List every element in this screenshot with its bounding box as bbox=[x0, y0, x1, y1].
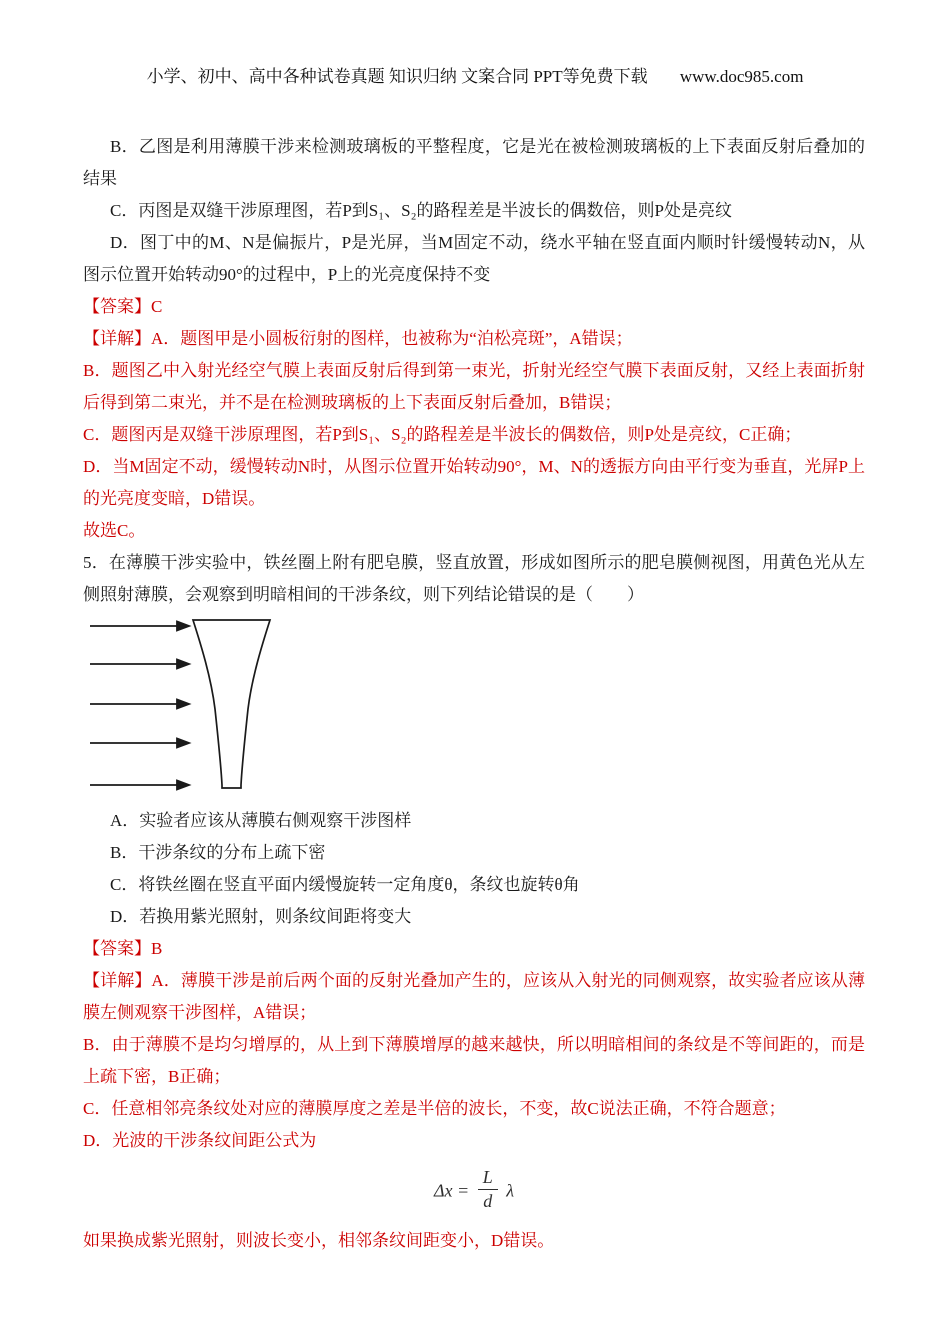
q5-answer-value: B bbox=[151, 939, 163, 958]
formula-fraction bbox=[478, 1167, 498, 1211]
light-ray-arrow bbox=[90, 781, 189, 790]
soap-film-figure bbox=[85, 615, 305, 799]
light-ray-arrow bbox=[90, 622, 189, 631]
q5-stem: 5．在薄膜干涉实验中，铁丝圈上附有肥皂膜，竖直放置，形成如图所示的肥皂膜侧视图，用黄色光从左侧照射薄膜，会观察到明暗相间的干涉条纹，则下列结论错误的是（ ） bbox=[83, 553, 865, 604]
site-url: www.doc985.com bbox=[679, 67, 804, 86]
q5-option-b: B．干涉条纹的分布上疏下密 bbox=[110, 843, 326, 862]
q4-analysis-c: C．题图丙是双缝干涉原理图，若P到S₁、S₂的路程差是半波长的偶数倍，则P处是亮纹，C正确； bbox=[83, 425, 802, 444]
q5-option-d: D．若换用紫光照射，则条纹间距将变大 bbox=[110, 907, 412, 926]
formula-lhs: Δx bbox=[433, 1180, 453, 1201]
formula-equals: = bbox=[457, 1180, 470, 1201]
q5-figure bbox=[85, 615, 865, 799]
q4-option-b: B．乙图是利用薄膜干涉来检测玻璃板的平整程度，它是光在被检测玻璃板的上下表面反射后叠加的结果 bbox=[83, 137, 865, 188]
q5-analysis-a-text: A．薄膜干涉是前后两个面的反射光叠加产生的，应该从入射光的同侧观察，故实验者应该从薄膜左侧观察干涉图样，A错误； bbox=[83, 971, 865, 1022]
formula-rhs: λ bbox=[506, 1180, 515, 1201]
q4-analysis-d: D．当M固定不动，缓慢转动N时，从图示位置开始转动90°，M、N的透振方向由平行变为垂直，光屏P上的光亮度变暗，D错误。 bbox=[83, 457, 865, 508]
q5-analysis-d: D．光波的干涉条纹间距公式为 bbox=[83, 1131, 317, 1150]
document-body bbox=[83, 87, 865, 1257]
q4-analysis-a bbox=[83, 323, 865, 355]
q5-analysis-b: B．由于薄膜不是均匀增厚的，从上到下薄膜增厚的越来越快，所以明暗相间的条纹是不等间距的，而是上疏下密，B正确； bbox=[83, 1035, 865, 1086]
q5-analysis-a bbox=[83, 965, 865, 1029]
answer-label: 【答案】 bbox=[83, 939, 151, 958]
formula-numerator: L bbox=[478, 1167, 498, 1190]
q5-analysis-d2: 如果换成紫光照射，则波长变小，相邻条纹间距变小，D错误。 bbox=[83, 1231, 555, 1251]
page-header bbox=[0, 62, 950, 87]
q4-answer-value: C bbox=[151, 297, 163, 316]
q4-conclusion: 故选C。 bbox=[83, 521, 146, 540]
q4-option-d: D．图丁中的M、N是偏振片，P是光屏，当M固定不动，绕水平轴在竖直面内顺时针缓慢转动N，从图示位置开始转动90°的过程中，P上的光亮度保持不变 bbox=[83, 233, 865, 284]
q4-answer-line bbox=[83, 291, 865, 323]
analysis-label: 【详解】 bbox=[83, 329, 151, 348]
q5-analysis-c: C．任意相邻亮条纹处对应的薄膜厚度之差是半倍的波长，不变，故C说法正确，不符合题意； bbox=[83, 1099, 786, 1118]
q4-analysis-a-text: A．题图甲是小圆板衍射的图样，也被称为“泊松亮斑”，A错误； bbox=[151, 329, 633, 348]
light-ray-arrow bbox=[90, 739, 189, 748]
formula-denominator: d bbox=[483, 1190, 493, 1211]
q4-option-c: C．丙图是双缝干涉原理图，若P到S₁、S₂的路程差是半波长的偶数倍，则P处是亮纹 bbox=[110, 201, 733, 220]
light-ray-arrow bbox=[90, 700, 189, 709]
q5-answer-line bbox=[83, 933, 865, 965]
analysis-label: 【详解】 bbox=[83, 971, 152, 990]
fringe-spacing-formula bbox=[83, 1167, 865, 1217]
header-title: 小学、初中、高中各种试卷真题 知识归纳 文案合同 PPT等免费下载 bbox=[146, 67, 648, 86]
answer-label: 【答案】 bbox=[83, 297, 151, 316]
q4-analysis-b: B．题图乙中入射光经空气膜上表面反射后得到第一束光，折射光经空气膜下表面反射，又经上表面折射后得到第二束光，并不是在检测玻璃板的上下表面反射后叠加，B错误； bbox=[83, 361, 865, 412]
light-ray-arrow bbox=[90, 660, 189, 669]
soap-film-outline bbox=[193, 620, 270, 788]
q5-option-a: A．实验者应该从薄膜右侧观察干涉图样 bbox=[110, 811, 412, 830]
q5-option-c: C．将铁丝圈在竖直平面内缓慢旋转一定角度θ，条纹也旋转θ角 bbox=[110, 875, 580, 894]
